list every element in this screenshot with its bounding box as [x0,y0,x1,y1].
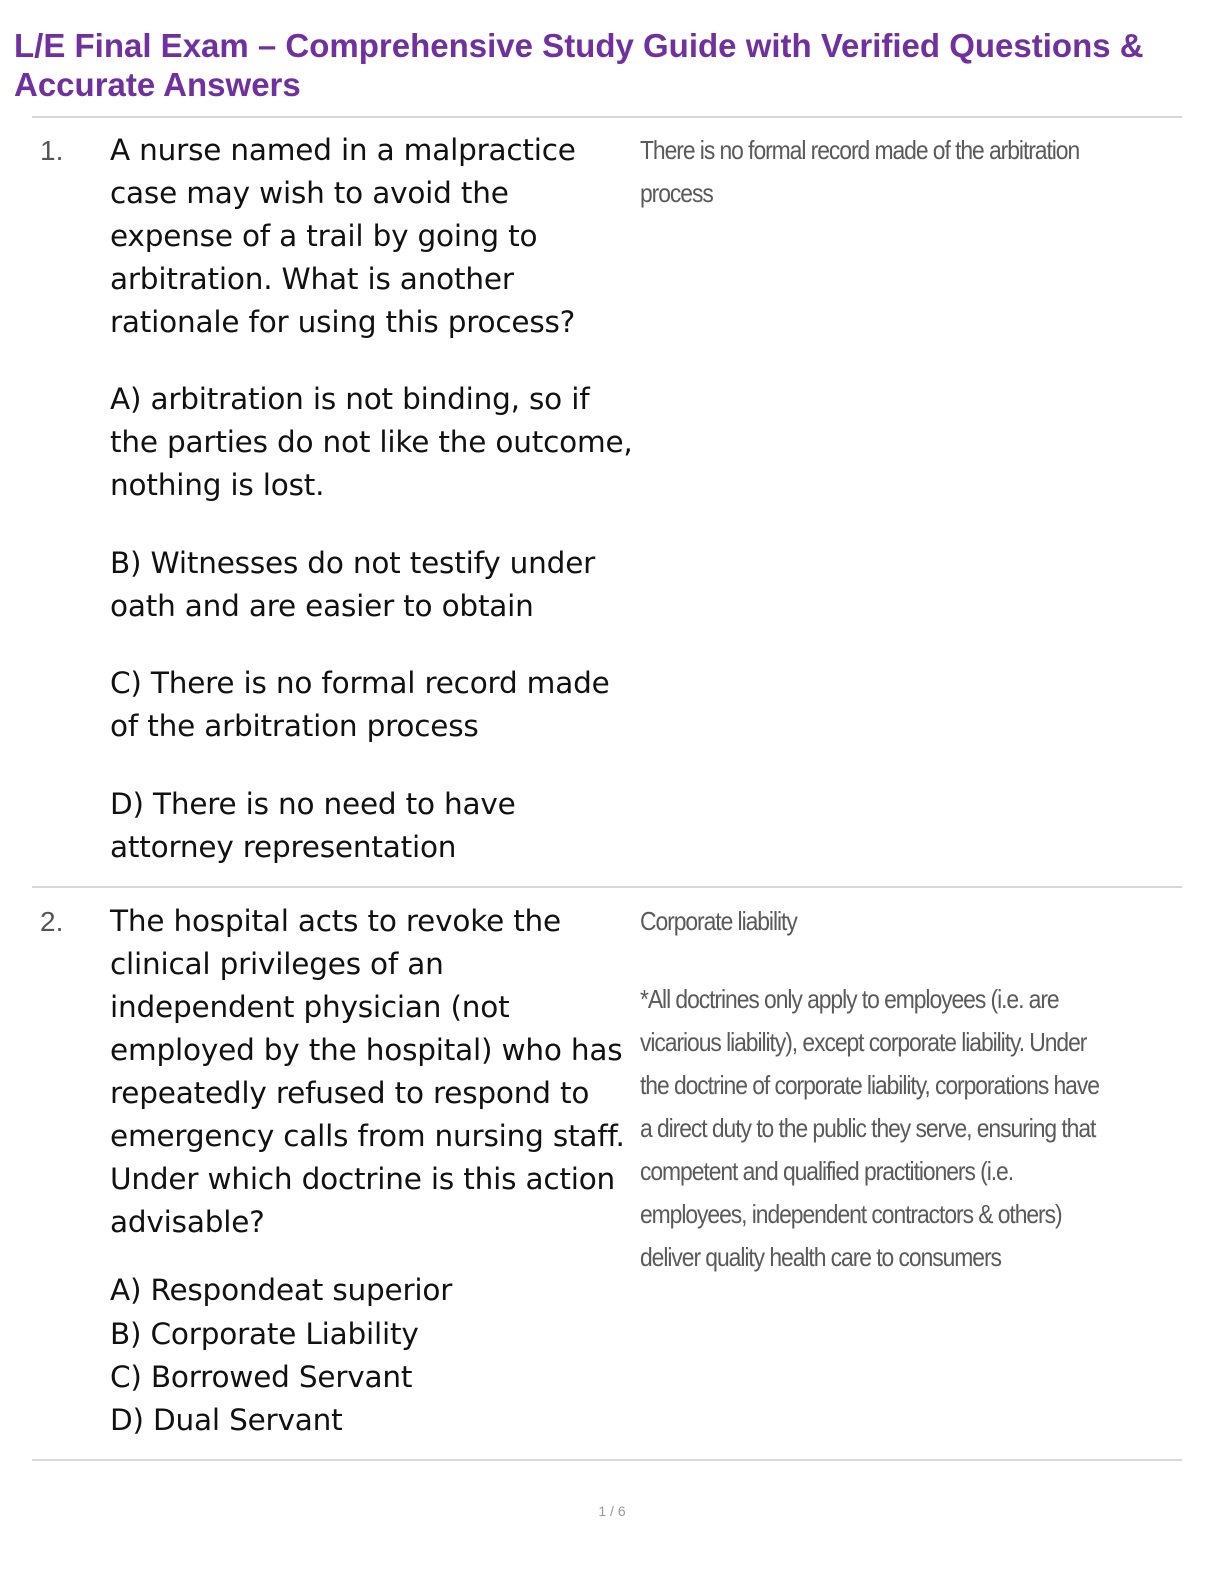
answer-option-a: A) arbitration is not binding, so if the parties do not like the outcome, nothing is lost. [110,382,633,502]
answer-text: There is no formal record made of the arbitration process [640,135,1080,208]
document-title: L/E Final Exam – Comprehensive Study Guide with Verified Questions & Accurate Answers [14,27,1144,103]
answer-option-c: C) Borrowed Servant [110,1360,413,1394]
answer-option-a: A) Respondeat superior [110,1273,453,1307]
answer-text: Corporate liability [640,906,797,936]
divider [32,116,1182,118]
question-number: 1. [40,135,64,166]
question-text: A nurse named in a malpractice case may wish to avoid the expense of a trail by going to arbitration. What is another rationale for using this process? [110,133,576,339]
answer-option-d: D) Dual Servant [110,1403,343,1437]
answer-option-d: D) There is no need to have attorney representation [110,787,516,864]
question-text: The hospital acts to revoke the clinical privileges of an independent physician (not employed by the hospital) who has repeatedly refused to respond to emergency calls from nursing staff. Under which doctrine is this action advisable? [110,904,625,1239]
answer-option-b: B) Corporate Liability [110,1317,419,1351]
divider [32,1459,1182,1461]
answer-option-c: C) There is no formal record made of the arbitration process [110,666,610,743]
question-number: 2. [40,906,64,937]
answer-explanation: *All doctrines only apply to employees (i.e. are vicarious liability), except corporate liability. Under the doctrine of corporate liability, corporations have a direct duty to the public they serve, ensuring that competent and qualified practitioners (i.e. employees, independent contractors & others) deliver quality health care to consumers [640,984,1099,1272]
page-indicator: 1 / 6 [598,1503,626,1519]
divider [32,886,1182,888]
answer-option-b: B) Witnesses do not testify under oath and are easier to obtain [110,546,596,623]
